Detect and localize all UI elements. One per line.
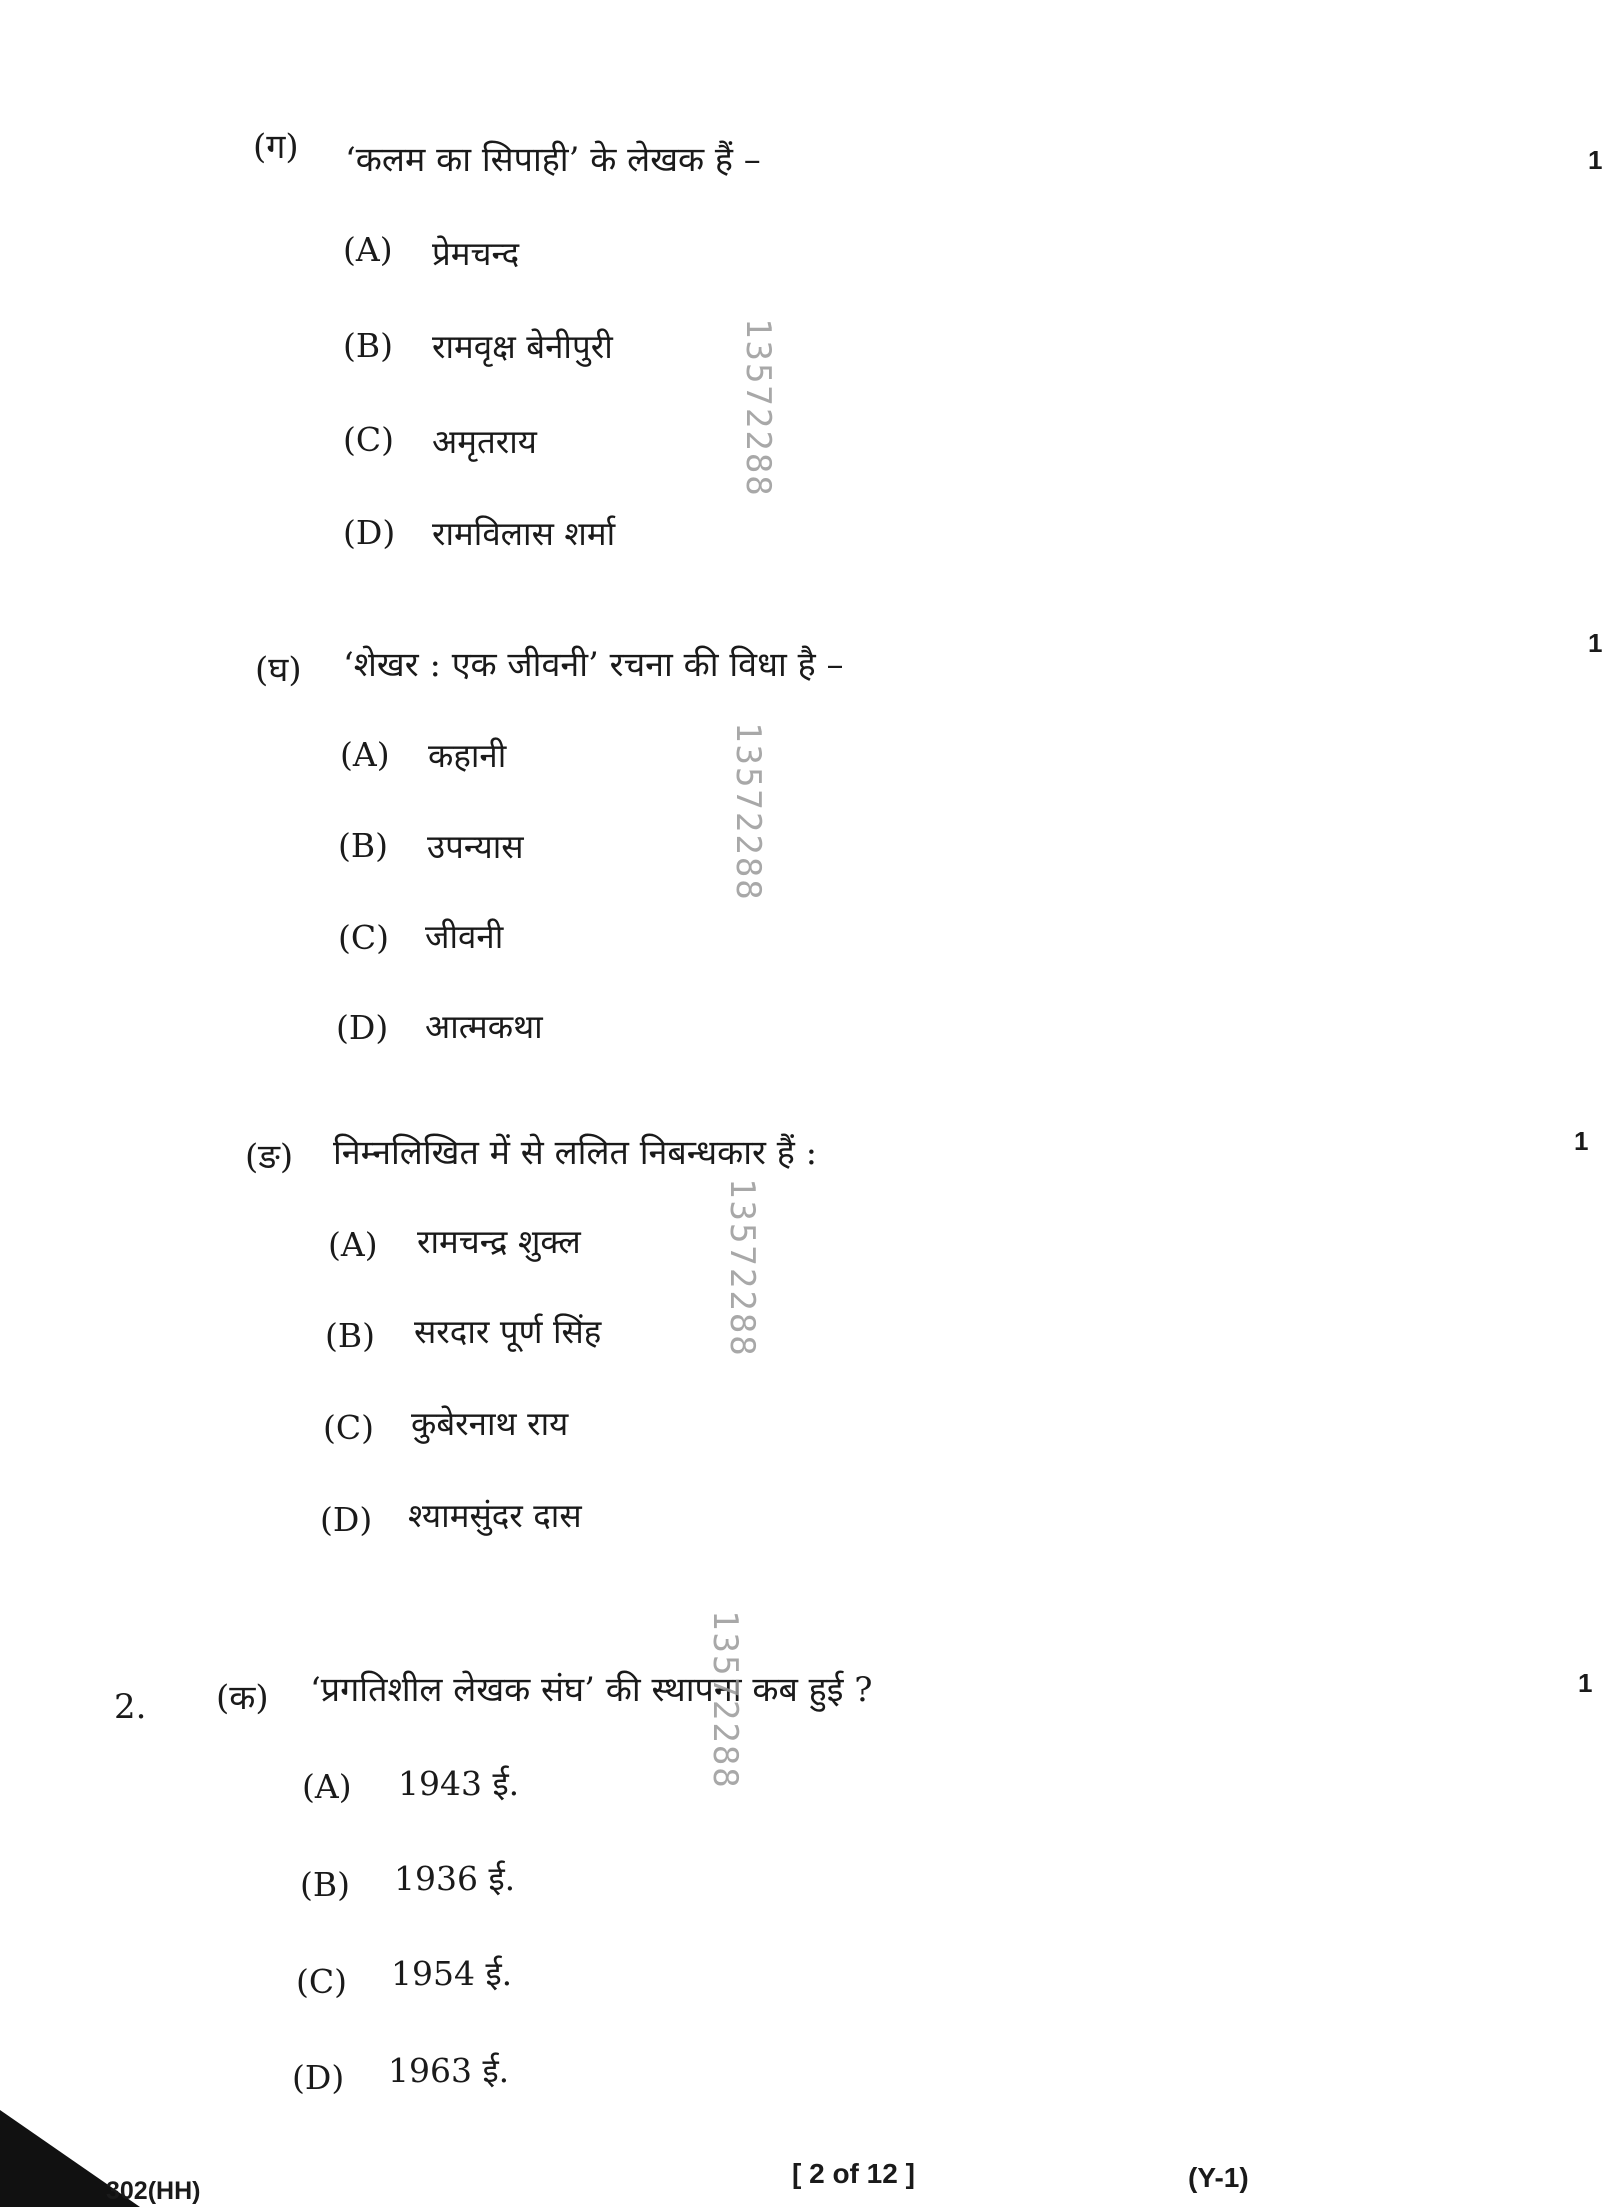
paper-code: 302(HH) [106, 2177, 201, 2205]
question-label: (घ) [255, 650, 302, 690]
option-letter: (B) [338, 826, 388, 865]
option-text: रामचन्द्र शुक्ल [417, 1222, 581, 1261]
question-text: ‘कलम का सिपाही’ के लेखक हैं – [345, 140, 761, 180]
option-letter: (D) [343, 513, 396, 552]
option-text: 1936 ई. [394, 1859, 516, 1898]
option-letter: (D) [292, 2058, 345, 2097]
option-letter: (B) [300, 1865, 350, 1904]
option-text: कहानी [428, 736, 507, 775]
paper-set: (Y-1) [1188, 2162, 1249, 2193]
option-text: रामविलास शर्मा [432, 514, 616, 553]
option-letter: (B) [325, 1316, 375, 1355]
option-text: उपन्यास [427, 827, 524, 866]
option-text: कुबेरनाथ राय [411, 1404, 569, 1443]
option-letter: (A) [343, 230, 393, 269]
option-letter: (B) [343, 326, 393, 365]
option-text: अमृतराय [432, 422, 537, 461]
question-text: ‘शेखर : एक जीवनी’ रचना की विधा है – [343, 645, 844, 685]
option-letter: (D) [336, 1008, 389, 1047]
option-letter: (C) [296, 1962, 347, 2001]
option-text: आत्मकथा [425, 1007, 543, 1046]
option-text: जीवनी [425, 917, 504, 956]
option-letter: (A) [328, 1225, 378, 1264]
marks: 1 [1588, 628, 1602, 658]
serial-stamp: 13572288 [728, 722, 768, 902]
option-text: प्रेमचन्द [432, 234, 520, 273]
option-text: रामवृक्ष बेनीपुरी [432, 327, 613, 366]
option-text: 1943 ई. [398, 1764, 520, 1803]
question-label: (ङ) [245, 1137, 294, 1177]
marks: 1 [1578, 1668, 1593, 1698]
serial-stamp: 13572288 [705, 1610, 745, 1790]
question-text: निम्नलिखित में से ललित निबन्धकार हैं : [333, 1133, 818, 1173]
serial-stamp: 13572288 [722, 1178, 762, 1358]
question-label: (क) [216, 1678, 269, 1718]
option-text: श्यामसुंदर दास [408, 1496, 582, 1535]
option-letter: (A) [302, 1767, 352, 1806]
question-label: (ग) [253, 127, 299, 167]
option-letter: (C) [338, 918, 389, 957]
option-text: 1954 ई. [391, 1954, 513, 1993]
option-text: सरदार पूर्ण सिंह [414, 1312, 602, 1351]
question-number: 2. [114, 1687, 147, 1727]
option-letter: (C) [343, 420, 394, 459]
option-letter: (A) [340, 735, 390, 774]
option-text: 1963 ई. [388, 2051, 510, 2090]
marks: 1 [1588, 145, 1602, 175]
option-letter: (C) [323, 1408, 374, 1447]
question-text: ‘प्रगतिशील लेखक संघ’ की स्थापना कब हुई ? [310, 1670, 873, 1710]
option-letter: (D) [320, 1500, 373, 1539]
serial-stamp: 13572288 [738, 318, 778, 498]
marks: 1 [1574, 1126, 1589, 1156]
page-number: [ 2 of 12 ] [792, 2158, 915, 2189]
